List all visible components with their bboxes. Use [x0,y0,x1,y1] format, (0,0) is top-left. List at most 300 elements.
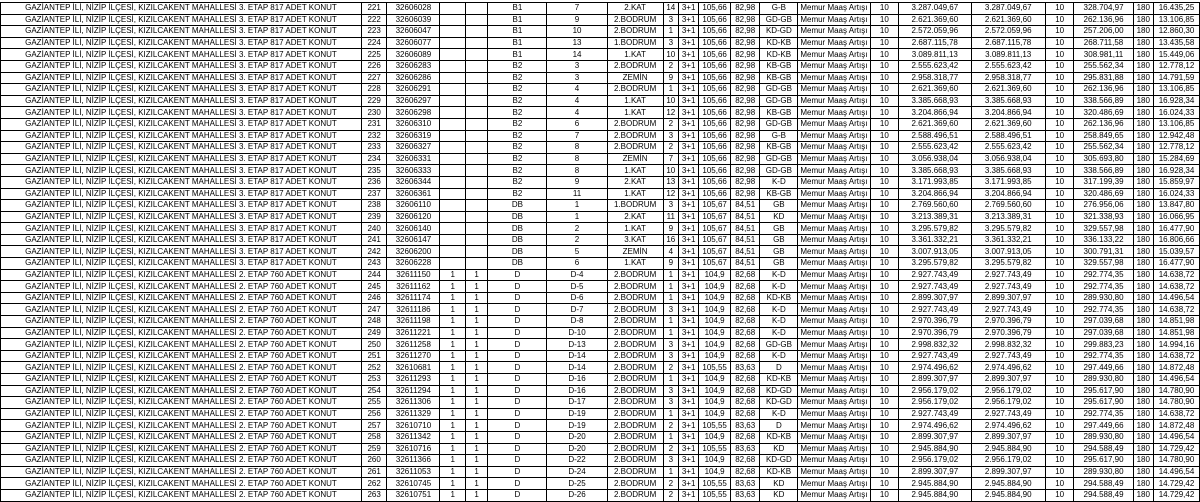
cell-increase-type: Memur Maaş Artışı [798,200,870,212]
cell-net-area: 82,98 [730,130,760,142]
cell-room-type: 3+1 [678,443,698,455]
cell-building-no: D-8 [547,316,607,328]
cell-door-no: 2 [663,478,678,490]
cell-rate-percent: 10 [870,350,899,362]
cell-floor: 2.KAT [607,176,663,188]
cell-room-type: 3+1 [678,478,698,490]
cell-row-number: 255 [361,397,386,409]
cell-current-price: 2.572.059,96 [971,26,1045,38]
cell-row-number: 232 [361,130,386,142]
cell-installment-amount: 13.847,80 [1153,200,1199,212]
cell-door-no: 3 [663,385,678,397]
cell-increase-type: Memur Maaş Artışı [798,455,870,467]
cell-project-name: GAZİANTEP İLİ, NİZİP İLÇESİ, KIZILCAKENT MAHALLESİ 2. ETAP 760 ADET KONUT [1,292,362,304]
cell-building-no: D-19 [547,408,607,420]
cell-original-price: 2.927.743,49 [899,408,971,420]
cell-block-code-a: 1 [440,466,465,478]
table-row [1,397,1200,409]
cell-block-code-a: 1 [440,478,465,490]
cell-block-code-a: 1 [440,420,465,432]
cell-row-number: 242 [361,246,386,258]
cell-block-code-a [440,14,465,26]
cell-facade: KD-KB [760,466,798,478]
cell-increase-type: Memur Maaş Artışı [798,223,870,235]
cell-unit-id: 32611186 [387,304,440,316]
cell-net-area: 82,98 [730,176,760,188]
cell-door-no: 1 [663,316,678,328]
cell-block-code-b [465,37,487,49]
cell-facade: GD-GB [760,339,798,351]
cell-building-no: D-13 [547,339,607,351]
table-row [1,385,1200,397]
cell-floor: 2.BODRUM [607,304,663,316]
cell-net-area: 82,98 [730,72,760,84]
cell-increase-type: Memur Maaş Artışı [798,72,870,84]
cell-row-number: 256 [361,408,386,420]
cell-row-number: 252 [361,362,386,374]
cell-block-code-a [440,165,465,177]
cell-downpayment-percent: 10 [1045,165,1074,177]
cell-floor: 2.BODRUM [607,316,663,328]
cell-downpayment-amount: 262.136,96 [1074,84,1133,96]
cell-project-name: GAZİANTEP İLİ, NİZİP İLÇESİ, KIZILCAKENT MAHALLESİ 2. ETAP 760 ADET KONUT [1,466,362,478]
cell-original-price: 2.899.307,97 [899,374,971,386]
cell-downpayment-percent: 10 [1045,443,1074,455]
cell-door-no: 13 [663,176,678,188]
cell-room-type: 3+1 [678,246,698,258]
cell-facade: K-D [760,281,798,293]
cell-net-area: 82,68 [730,327,760,339]
cell-floor: 2.BODRUM [607,478,663,490]
cell-unit-id: 32611293 [387,374,440,386]
cell-downpayment-amount: 295.617,90 [1074,455,1133,467]
cell-net-area: 82,68 [730,292,760,304]
cell-installment-count: 180 [1133,223,1153,235]
cell-project-name: GAZİANTEP İLİ, NİZİP İLÇESİ, KIZILCAKENT MAHALLESİ 2. ETAP 760 ADET KONUT [1,350,362,362]
cell-block: D [488,431,547,443]
cell-facade: KB-GB [760,60,798,72]
cell-floor: 1.KAT [607,188,663,200]
cell-original-price: 2.974.496,62 [899,362,971,374]
cell-gross-area: 105,67 [699,223,731,235]
cell-floor: ZEMİN [607,246,663,258]
cell-building-no: 6 [547,258,607,270]
cell-rate-percent: 10 [870,188,899,200]
cell-downpayment-amount: 292.774,35 [1074,350,1133,362]
cell-installment-amount: 14.638,72 [1153,304,1199,316]
cell-increase-type: Memur Maaş Artışı [798,350,870,362]
cell-building-no: 8 [547,142,607,154]
cell-facade: GD-GB [760,14,798,26]
cell-current-price: 2.998.832,32 [971,339,1045,351]
cell-original-price: 3.171.993,85 [899,176,971,188]
cell-rate-percent: 10 [870,165,899,177]
cell-rate-percent: 10 [870,292,899,304]
cell-facade: KB-GB [760,107,798,119]
cell-block-code-a [440,246,465,258]
cell-block: DB [488,234,547,246]
cell-row-number: 223 [361,26,386,38]
cell-installment-amount: 14.780,90 [1153,397,1199,409]
cell-row-number: 233 [361,142,386,154]
cell-door-no: 1 [663,374,678,386]
cell-room-type: 3+1 [678,316,698,328]
cell-installment-amount: 14.780,90 [1153,385,1199,397]
cell-door-no: 2 [663,362,678,374]
cell-door-no: 4 [663,246,678,258]
cell-installment-count: 180 [1133,431,1153,443]
housing-unit-table-sheet [0,2,1200,502]
cell-gross-area: 105,55 [699,420,731,432]
cell-increase-type: Memur Maaş Artışı [798,431,870,443]
cell-gross-area: 105,67 [699,258,731,270]
cell-block-code-a [440,49,465,61]
cell-block-code-b: 1 [465,362,487,374]
cell-downpayment-percent: 10 [1045,281,1074,293]
cell-gross-area: 105,67 [699,200,731,212]
cell-downpayment-amount: 338.566,89 [1074,165,1133,177]
cell-project-name: GAZİANTEP İLİ, NİZİP İLÇESİ, KIZILCAKENT MAHALLESİ 3. ETAP 817 ADET KONUT [1,95,362,107]
cell-rate-percent: 10 [870,130,899,142]
cell-rate-percent: 10 [870,478,899,490]
cell-project-name: GAZİANTEP İLİ, NİZİP İLÇESİ, KIZILCAKENT MAHALLESİ 2. ETAP 760 ADET KONUT [1,316,362,328]
cell-installment-count: 180 [1133,49,1153,61]
cell-row-number: 248 [361,316,386,328]
cell-rate-percent: 10 [870,142,899,154]
cell-downpayment-amount: 255.562,34 [1074,142,1133,154]
cell-installment-amount: 12.942,48 [1153,130,1199,142]
cell-building-no: D-4 [547,269,607,281]
cell-downpayment-percent: 10 [1045,489,1074,501]
cell-increase-type: Memur Maaş Artışı [798,118,870,130]
cell-current-price: 2.974.496,62 [971,362,1045,374]
cell-gross-area: 105,55 [699,443,731,455]
cell-current-price: 2.899.307,97 [971,292,1045,304]
cell-downpayment-amount: 289.930,80 [1074,374,1133,386]
cell-door-no: 12 [663,188,678,200]
cell-room-type: 3+1 [678,339,698,351]
cell-downpayment-amount: 320.486,69 [1074,107,1133,119]
cell-installment-amount: 13.106,85 [1153,84,1199,96]
cell-floor: 2.BODRUM [607,327,663,339]
cell-row-number: 249 [361,327,386,339]
cell-rate-percent: 10 [870,95,899,107]
cell-installment-count: 180 [1133,339,1153,351]
table-row [1,339,1200,351]
cell-floor: 2.BODRUM [607,385,663,397]
cell-installment-amount: 14.638,72 [1153,350,1199,362]
cell-unit-id: 32611306 [387,397,440,409]
cell-building-no: D-20 [547,431,607,443]
cell-original-price: 2.769.560,60 [899,200,971,212]
cell-room-type: 3+1 [678,466,698,478]
cell-block-code-a: 1 [440,374,465,386]
cell-building-no: 3 [547,72,607,84]
cell-original-price: 2.974.496,62 [899,420,971,432]
cell-building-no: 5 [547,246,607,258]
table-row [1,165,1200,177]
cell-downpayment-amount: 289.930,80 [1074,466,1133,478]
cell-unit-id: 32611221 [387,327,440,339]
cell-unit-id: 32606333 [387,165,440,177]
cell-current-price: 2.899.307,97 [971,374,1045,386]
cell-current-price: 2.621.369,60 [971,84,1045,96]
cell-current-price: 3.089.811,13 [971,49,1045,61]
cell-block-code-b [465,60,487,72]
cell-downpayment-amount: 295.831,88 [1074,72,1133,84]
cell-block-code-b: 1 [465,420,487,432]
cell-installment-amount: 14.872,48 [1153,420,1199,432]
table-row [1,211,1200,223]
table-row [1,350,1200,362]
cell-net-area: 82,98 [730,165,760,177]
cell-project-name: GAZİANTEP İLİ, NİZİP İLÇESİ, KIZILCAKENT MAHALLESİ 3. ETAP 817 ADET KONUT [1,118,362,130]
cell-downpayment-amount: 305.693,80 [1074,153,1133,165]
cell-block: B2 [488,153,547,165]
cell-block: B1 [488,49,547,61]
cell-door-no: 3 [663,200,678,212]
cell-block-code-b: 1 [465,408,487,420]
cell-building-no: 4 [547,107,607,119]
cell-increase-type: Memur Maaş Artışı [798,234,870,246]
cell-floor: 1.BODRUM [607,200,663,212]
cell-net-area: 82,68 [730,385,760,397]
cell-downpayment-percent: 10 [1045,84,1074,96]
cell-block-code-b [465,176,487,188]
cell-net-area: 83,63 [730,362,760,374]
cell-downpayment-amount: 255.562,34 [1074,60,1133,72]
cell-current-price: 3.385.668,93 [971,95,1045,107]
cell-increase-type: Memur Maaş Artışı [798,176,870,188]
cell-downpayment-amount: 292.774,35 [1074,408,1133,420]
cell-rate-percent: 10 [870,339,899,351]
cell-net-area: 82,68 [730,304,760,316]
cell-block-code-b [465,142,487,154]
cell-unit-id: 32606047 [387,26,440,38]
cell-rate-percent: 10 [870,84,899,96]
cell-installment-amount: 15.859,97 [1153,176,1199,188]
cell-room-type: 3+1 [678,142,698,154]
cell-downpayment-amount: 297.449,66 [1074,420,1133,432]
cell-row-number: 244 [361,269,386,281]
cell-gross-area: 104,9 [699,397,731,409]
cell-block-code-b: 1 [465,350,487,362]
cell-downpayment-percent: 10 [1045,385,1074,397]
cell-downpayment-amount: 258.849,65 [1074,130,1133,142]
cell-block-code-a [440,72,465,84]
table-row [1,107,1200,119]
cell-facade: KD-GD [760,26,798,38]
cell-room-type: 3+1 [678,200,698,212]
cell-block: D [488,327,547,339]
cell-rate-percent: 10 [870,281,899,293]
cell-downpayment-percent: 10 [1045,339,1074,351]
table-row [1,84,1200,96]
cell-block: B2 [488,95,547,107]
cell-rate-percent: 10 [870,211,899,223]
cell-floor: 2.BODRUM [607,60,663,72]
cell-project-name: GAZİANTEP İLİ, NİZİP İLÇESİ, KIZILCAKENT MAHALLESİ 3. ETAP 817 ADET KONUT [1,165,362,177]
cell-block: D [488,397,547,409]
cell-room-type: 3+1 [678,455,698,467]
cell-room-type: 3+1 [678,408,698,420]
cell-building-no: 2 [547,223,607,235]
table-row [1,292,1200,304]
cell-project-name: GAZİANTEP İLİ, NİZİP İLÇESİ, KIZILCAKENT MAHALLESİ 2. ETAP 760 ADET KONUT [1,339,362,351]
cell-rate-percent: 10 [870,316,899,328]
cell-increase-type: Memur Maaş Artışı [798,269,870,281]
cell-block: B2 [488,118,547,130]
cell-installment-amount: 13.106,85 [1153,14,1199,26]
cell-block-code-a [440,130,465,142]
table-row [1,130,1200,142]
cell-current-price: 2.927.743,49 [971,304,1045,316]
cell-door-no: 1 [663,408,678,420]
cell-installment-count: 180 [1133,385,1153,397]
cell-block-code-b: 1 [465,431,487,443]
cell-installment-count: 180 [1133,246,1153,258]
cell-row-number: 229 [361,95,386,107]
cell-increase-type: Memur Maaş Artışı [798,258,870,270]
cell-increase-type: Memur Maaş Artışı [798,142,870,154]
cell-facade: KD-KB [760,292,798,304]
cell-building-no: 9 [547,176,607,188]
cell-increase-type: Memur Maaş Artışı [798,37,870,49]
cell-block-code-b [465,26,487,38]
cell-building-no: 1 [547,200,607,212]
cell-installment-count: 180 [1133,362,1153,374]
cell-gross-area: 105,66 [699,37,731,49]
cell-current-price: 3.385.668,93 [971,165,1045,177]
cell-rate-percent: 10 [870,258,899,270]
cell-net-area: 84,51 [730,246,760,258]
cell-building-no: 3 [547,60,607,72]
cell-block-code-b: 1 [465,374,487,386]
cell-downpayment-amount: 294.588,49 [1074,443,1133,455]
cell-project-name: GAZİANTEP İLİ, NİZİP İLÇESİ, KIZILCAKENT MAHALLESİ 2. ETAP 760 ADET KONUT [1,431,362,443]
cell-increase-type: Memur Maaş Artışı [798,49,870,61]
cell-installment-count: 180 [1133,60,1153,72]
cell-row-number: 241 [361,234,386,246]
cell-net-area: 82,98 [730,153,760,165]
cell-downpayment-percent: 10 [1045,130,1074,142]
cell-current-price: 3.056.938,04 [971,153,1045,165]
cell-net-area: 82,68 [730,466,760,478]
cell-door-no: 10 [663,165,678,177]
cell-increase-type: Memur Maaş Artışı [798,397,870,409]
cell-increase-type: Memur Maaş Artışı [798,339,870,351]
cell-downpayment-percent: 10 [1045,26,1074,38]
cell-downpayment-percent: 10 [1045,153,1074,165]
cell-installment-amount: 15.039,57 [1153,246,1199,258]
cell-block: B2 [488,188,547,200]
cell-installment-count: 180 [1133,188,1153,200]
cell-downpayment-percent: 10 [1045,362,1074,374]
cell-facade: KD-KB [760,49,798,61]
cell-unit-id: 32610681 [387,362,440,374]
cell-block: B2 [488,72,547,84]
cell-unit-id: 32606361 [387,188,440,200]
cell-downpayment-percent: 10 [1045,350,1074,362]
cell-increase-type: Memur Maaş Artışı [798,316,870,328]
cell-unit-id: 32610745 [387,478,440,490]
cell-current-price: 3.204.866,94 [971,188,1045,200]
table-row [1,188,1200,200]
cell-original-price: 3.007.913,05 [899,246,971,258]
cell-block-code-b: 1 [465,385,487,397]
cell-downpayment-amount: 294.588,49 [1074,478,1133,490]
cell-door-no: 1 [663,281,678,293]
cell-unit-id: 32610751 [387,489,440,501]
cell-original-price: 3.213.389,31 [899,211,971,223]
cell-downpayment-amount: 338.566,89 [1074,95,1133,107]
cell-facade: GB [760,234,798,246]
cell-original-price: 3.287.049,67 [899,3,971,15]
cell-project-name: GAZİANTEP İLİ, NİZİP İLÇESİ, KIZILCAKENT MAHALLESİ 3. ETAP 817 ADET KONUT [1,130,362,142]
cell-rate-percent: 10 [870,107,899,119]
cell-installment-count: 180 [1133,455,1153,467]
cell-block-code-a [440,258,465,270]
cell-floor: 2.BODRUM [607,466,663,478]
cell-current-price: 2.555.623,42 [971,142,1045,154]
cell-row-number: 263 [361,489,386,501]
cell-rate-percent: 10 [870,443,899,455]
cell-downpayment-amount: 257.206,00 [1074,26,1133,38]
cell-row-number: 231 [361,118,386,130]
cell-installment-count: 180 [1133,350,1153,362]
cell-floor: 2.BODRUM [607,292,663,304]
table-row [1,478,1200,490]
cell-block-code-b: 1 [465,316,487,328]
cell-gross-area: 105,55 [699,478,731,490]
cell-net-area: 83,63 [730,489,760,501]
cell-net-area: 82,98 [730,60,760,72]
cell-gross-area: 105,67 [699,246,731,258]
cell-downpayment-percent: 10 [1045,142,1074,154]
cell-building-no: D-26 [547,489,607,501]
cell-floor: 2.BODRUM [607,26,663,38]
cell-floor: 2.BODRUM [607,118,663,130]
cell-block: D [488,420,547,432]
cell-door-no: 14 [663,3,678,15]
cell-downpayment-amount: 289.930,80 [1074,292,1133,304]
cell-facade: K-D [760,316,798,328]
cell-row-number: 227 [361,72,386,84]
cell-block-code-b: 1 [465,466,487,478]
cell-block-code-b [465,3,487,15]
cell-increase-type: Memur Maaş Artışı [798,3,870,15]
cell-downpayment-percent: 10 [1045,258,1074,270]
cell-row-number: 259 [361,443,386,455]
cell-room-type: 3+1 [678,60,698,72]
cell-downpayment-percent: 10 [1045,60,1074,72]
cell-rate-percent: 10 [870,49,899,61]
cell-project-name: GAZİANTEP İLİ, NİZİP İLÇESİ, KIZILCAKENT MAHALLESİ 3. ETAP 817 ADET KONUT [1,107,362,119]
cell-gross-area: 104,9 [699,374,731,386]
cell-current-price: 2.945.884,90 [971,443,1045,455]
cell-block: D [488,339,547,351]
cell-installment-amount: 14.638,72 [1153,408,1199,420]
cell-installment-count: 180 [1133,84,1153,96]
cell-door-no: 1 [663,269,678,281]
cell-current-price: 2.899.307,97 [971,466,1045,478]
table-row [1,60,1200,72]
cell-downpayment-percent: 10 [1045,211,1074,223]
cell-row-number: 236 [361,176,386,188]
cell-unit-id: 32606228 [387,258,440,270]
cell-facade: KD-KB [760,374,798,386]
cell-installment-count: 180 [1133,420,1153,432]
